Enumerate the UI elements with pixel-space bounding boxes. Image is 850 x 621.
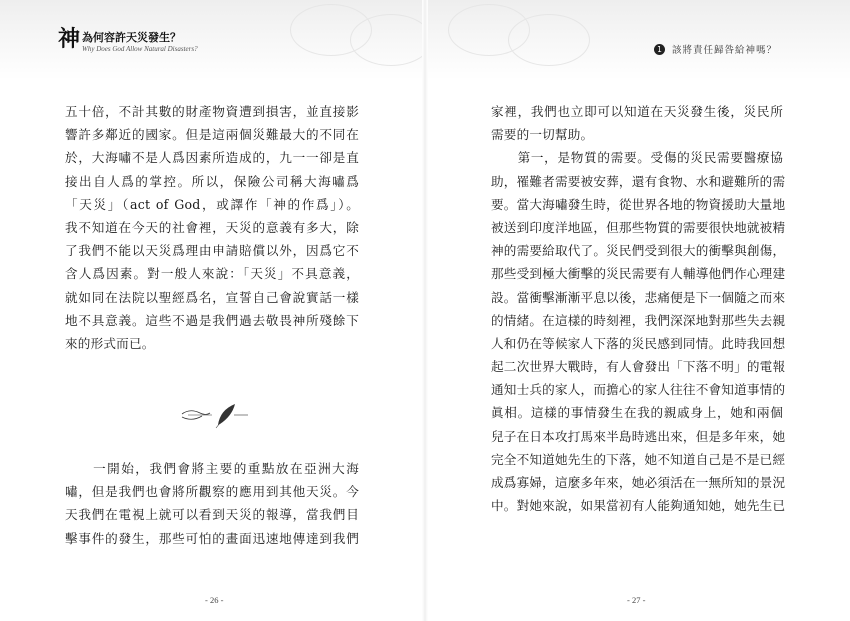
chapter-header <box>654 42 777 56</box>
book-title: 為何容許天災發生？ <box>82 31 181 44</box>
text-line: 擊事件的發生，那些可怕的畫面迅速地傳達到我們 <box>65 530 359 546</box>
right-paragraphs <box>491 100 786 517</box>
text-line: 眞相。這樣的事情發生在我的親戚身上，她和兩個 <box>491 405 783 421</box>
text-line: 了我們不能以天災爲理由申請賠償以外，因爲它不 <box>65 243 359 259</box>
text-line: 含人爲因素。對一般人來說：「天災」不具意義， <box>65 266 359 282</box>
text-line: 嘯，但是我們也會將所觀察的應用到其他天災。今 <box>65 484 359 500</box>
text-line: 天我們在電視上就可以看到天災的報導，當我們目 <box>65 507 359 523</box>
chapter-number-badge: 1 <box>654 44 665 55</box>
text-line: 需要的一切幫助。 <box>491 127 594 143</box>
book-logo-glyph: 神 <box>58 27 81 52</box>
left-paragraph-2 <box>65 457 359 550</box>
text-line: 完全不知道她先生的下落，她不知道自己是不是已經 <box>491 451 786 467</box>
text-line: 我不知道在今天的社會裡，天災的意義有多大，除 <box>65 219 359 235</box>
text-line: 要。當大海嘯發生時，從世界各地的物資援助大量地 <box>491 196 786 212</box>
text-line: 的情緒。在這樣的時刻裡，我們深深地對那些失去親 <box>491 312 786 328</box>
text-line: 兒子在日本攻打馬來半島時逃出來，但是多年來，她 <box>491 428 786 444</box>
text-line: 地不具意義。這些不過是我們過去敬畏神所殘餘下 <box>65 312 359 328</box>
text-line: 神的需要給取代了。災民們受到很大的衝擊與創傷， <box>491 243 786 259</box>
text-line: 五十倍，不計其數的財產物資遭到損害，並直接影 <box>65 104 359 119</box>
text-line: 中。對她來說，如果當初有人能夠通知她，她先生已 <box>491 498 786 514</box>
header-decoration <box>428 0 850 80</box>
book-header <box>58 27 278 67</box>
text-line: 那些受到極大衝擊的災民需要有人輔導他們作心理建 <box>491 266 786 282</box>
text-line: 響許多鄰近的國家。但是這兩個災難最大的不同在 <box>65 127 359 143</box>
section-divider-ornament <box>180 400 250 430</box>
text-line: 「天災」（act of God，或譯作「神的作爲」）。 <box>65 196 359 212</box>
text-line: 被送到印度洋地區，但那些物質的需要很快地就被精 <box>491 219 786 235</box>
text-line: 第一，是物質的需要。受傷的災民需要醫療協 <box>491 150 783 166</box>
text-line: 助，罹難者需要被安葬，還有食物、水和避難所的需 <box>491 173 786 189</box>
text-line: 一開始，我們會將主要的重點放在亞洲大海 <box>65 461 359 476</box>
text-line: 就如同在法院以聖經爲名，宣誓自己會說實話一樣 <box>65 289 359 305</box>
text-line: 設。當衝擊漸漸平息以後，悲痛便是下一個隨之而來 <box>491 289 786 305</box>
swirl-ornament <box>350 14 432 66</box>
text-line: 家裡，我們也立即可以知道在天災發生後，災民所 <box>491 104 783 119</box>
text-line: 成爲寡婦，這麼多年來，她必須活在一無所知的景況 <box>491 475 786 490</box>
page-number: - 26 - <box>205 595 224 605</box>
book-subtitle-english: Why Does God Allow Natural Disasters? <box>82 45 198 53</box>
text-line: 接出自人爲的掌控。所以，保險公司稱大海嘯爲 <box>65 173 359 189</box>
chapter-title: 該將責任歸咎給神嗎？ <box>671 45 777 56</box>
text-line: 來的形式而已。 <box>65 335 155 351</box>
text-line: 人和仍在等候家人下落的災民感到同情。此時我回想 <box>491 335 786 351</box>
text-line: 通知士兵的家人，而擔心的家人往往不會知道事情的 <box>491 382 786 398</box>
page-number: - 27 - <box>627 595 646 605</box>
swirl-ornament <box>508 14 590 66</box>
left-paragraph-1 <box>65 100 359 355</box>
text-line: 於，大海嘯不是人爲因素所造成的，九一一卻是直 <box>65 150 359 166</box>
text-line: 起二次世界大戰時，有人會發出「下落不明」的電報 <box>491 359 786 375</box>
